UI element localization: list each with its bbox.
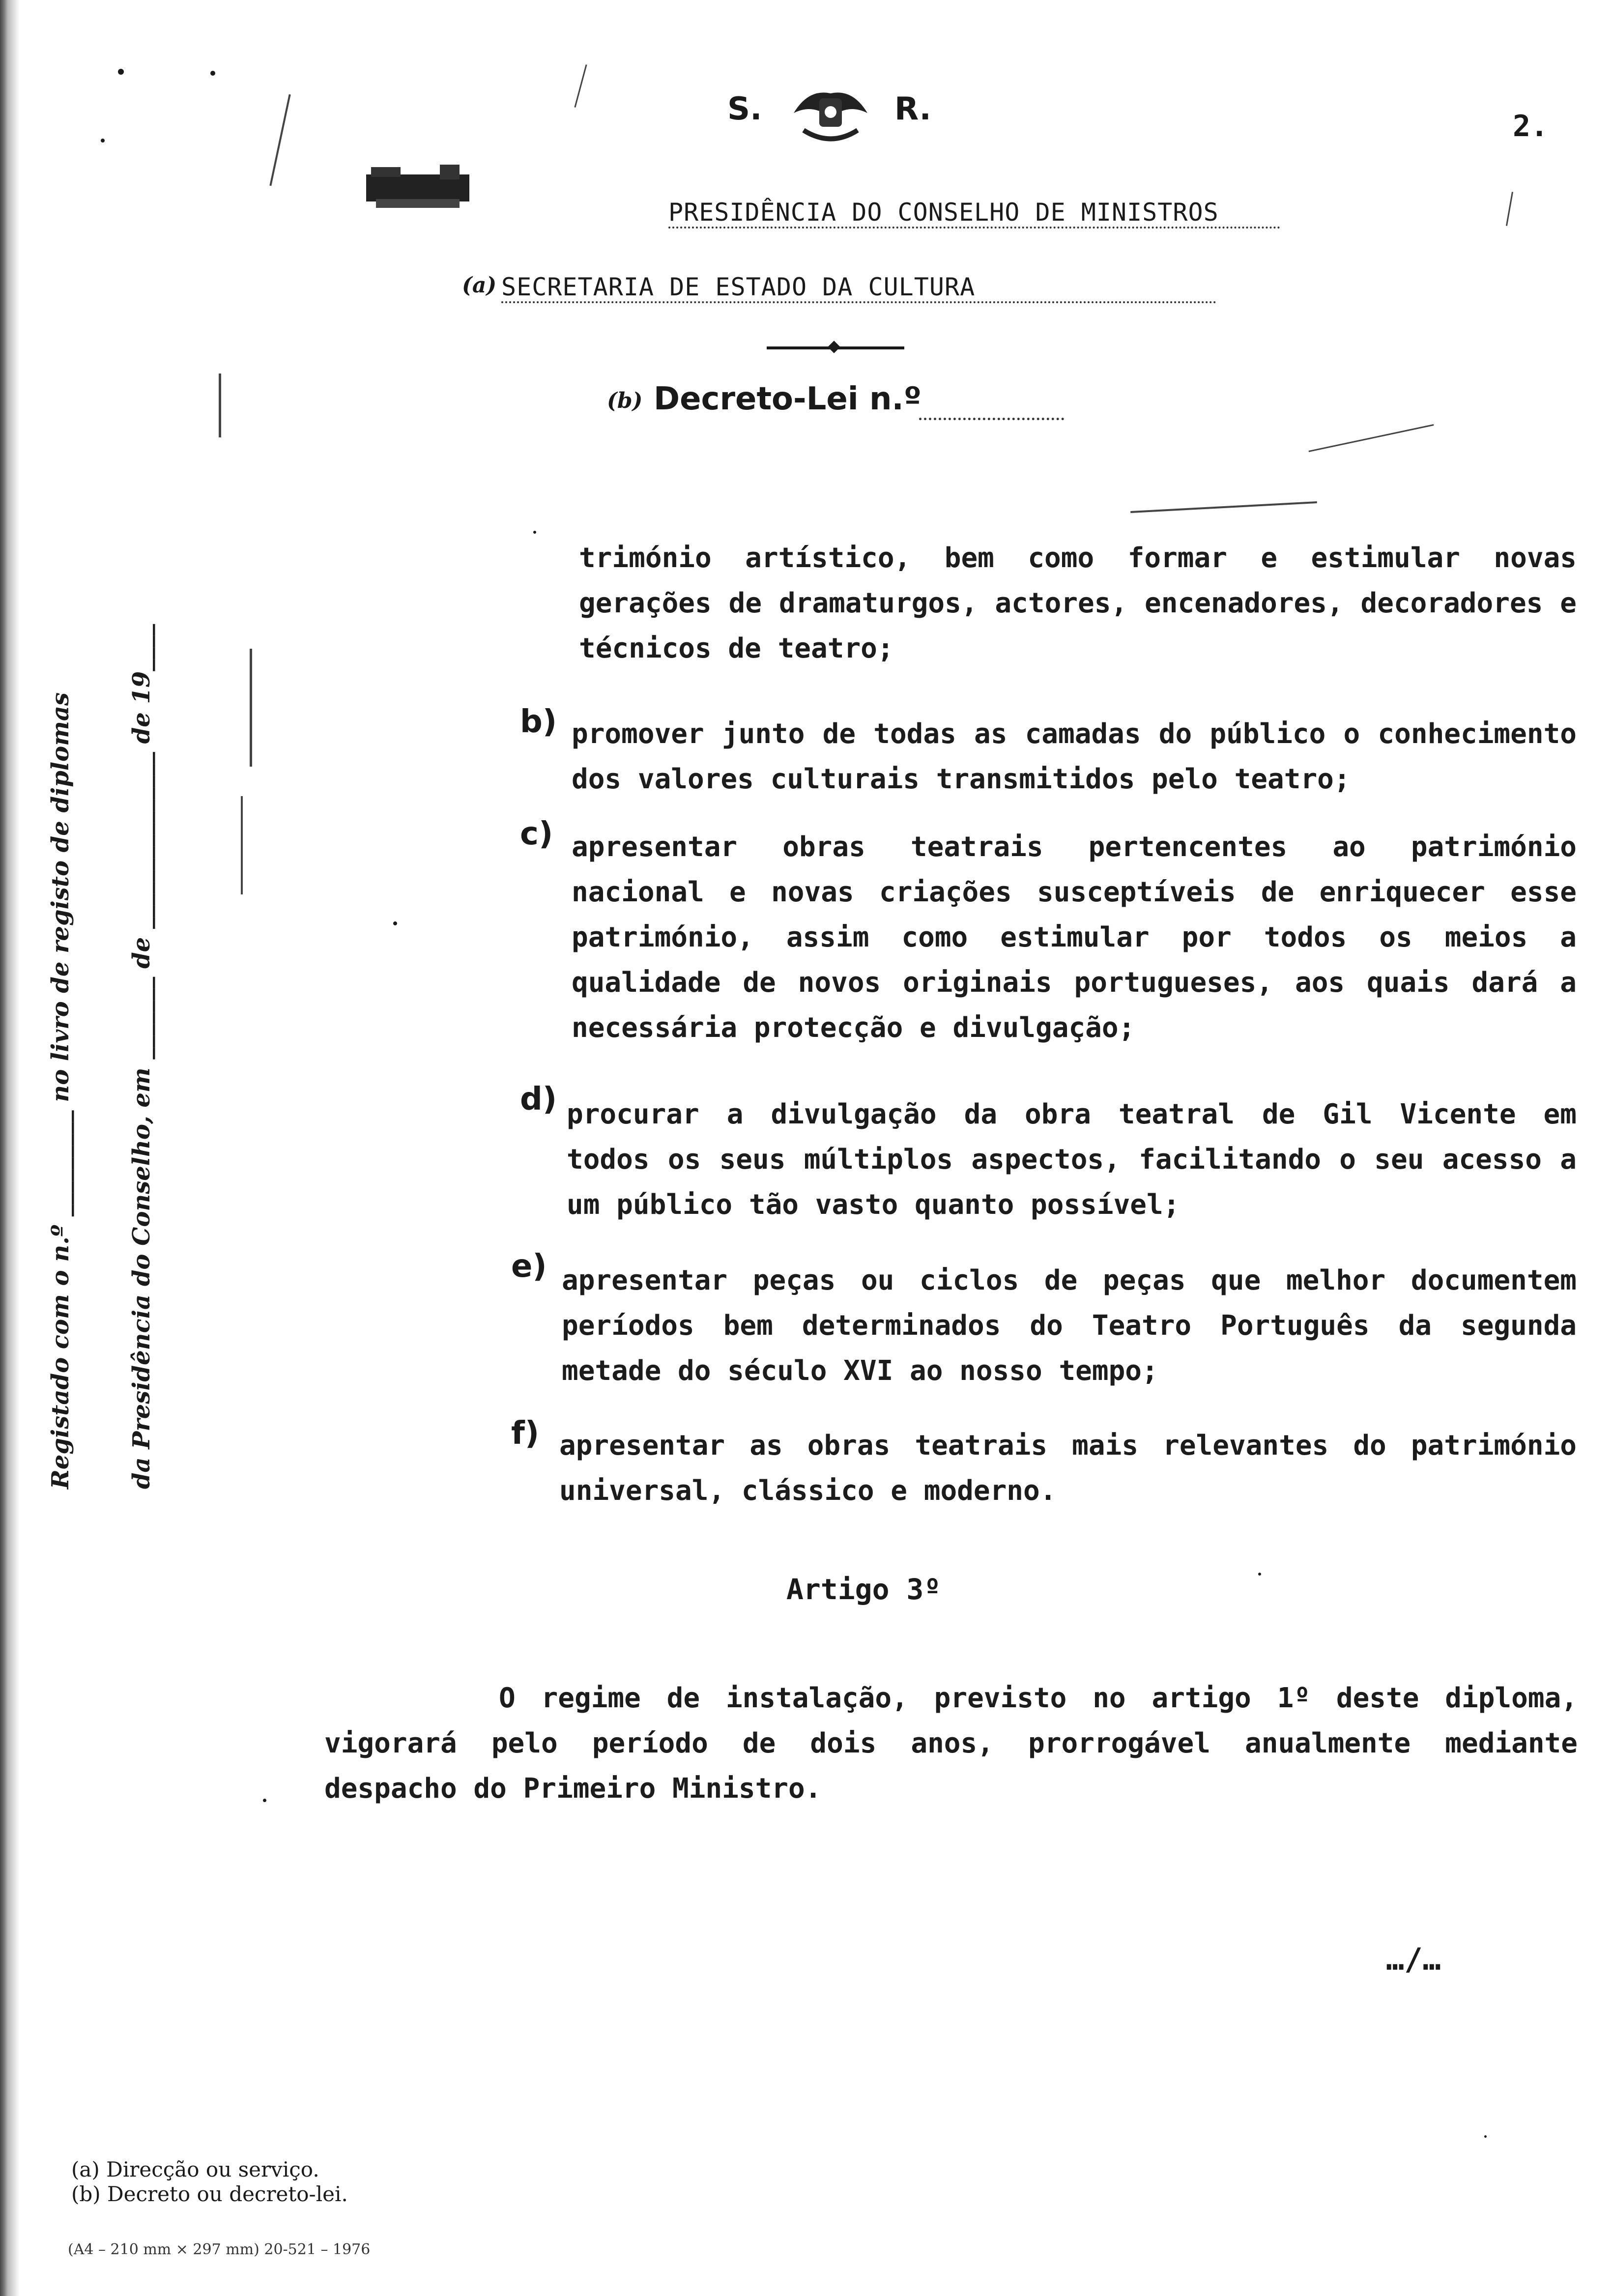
- item-text-d: procurar a divulgação da obra teatral de Gil Vicente em todos os seus múltiplos aspectos, facilitando o seu acesso a um público tão vasto quanto possível;: [567, 1098, 1577, 1221]
- scan-speck: [263, 1799, 266, 1802]
- scan-stroke: [574, 64, 587, 108]
- decreto-label: Decreto-Lei n.º: [654, 381, 921, 417]
- continuation-mark: …/…: [1386, 1941, 1441, 1977]
- footnote-b: (b) Decreto ou decreto-lei.: [71, 2182, 348, 2206]
- scan-speck: [101, 139, 105, 143]
- scan-speck: [118, 69, 124, 75]
- scan-stroke: [241, 796, 243, 894]
- footnote-a: (a) Direcção ou serviço.: [71, 2157, 319, 2181]
- scan-stroke: [1309, 424, 1434, 452]
- register-annotation: [47, 555, 209, 1489]
- scan-speck: [210, 71, 215, 76]
- item-text-e: apresentar peças ou ciclos de peças que melhor documentem períodos bem determinados do Teatro Português da segunda metade do século XVI ao nosso tempo;: [562, 1264, 1577, 1387]
- scan-stroke: [219, 373, 221, 437]
- scan-stroke: [269, 94, 290, 186]
- item-label-e: e): [511, 1248, 547, 1285]
- header-s-letter: S.: [727, 91, 762, 127]
- article-heading: Artigo 3º: [786, 1573, 941, 1606]
- footnotes: [71, 2157, 348, 2207]
- scan-speck: [393, 921, 397, 925]
- item-text-c: apresentar obras teatrais pertencentes ao património nacional e novas criações susceptíveis de enriquecer esse património, assim como estimular por todos os meios a qualidade de novos originais portugueses, aos quais dará a necessária protecção e divulgação;: [572, 831, 1577, 1044]
- scan-speck: [1484, 2135, 1487, 2138]
- struck-ministerio-text: [366, 162, 469, 216]
- article-paragraph: O regime de instalação, previsto no artigo 1º deste diploma, vigorará pelo período de dois anos, prorrogável anualmente mediante despacho do Primeiro Ministro.: [324, 1682, 1578, 1805]
- print-info: (A4 – 210 mm × 297 mm) 20-521 – 1976: [68, 2241, 371, 2258]
- item-label-c: c): [520, 816, 553, 852]
- binder-edge: [0, 0, 20, 2296]
- scan-stroke: [250, 649, 252, 767]
- secretaria-line: SECRETARIA DE ESTADO DA CULTURA: [501, 273, 1216, 303]
- item-label-b: b): [520, 704, 557, 740]
- register-line-2: da Presidência do Conselho, em _______ de _______________ de 19____: [128, 624, 155, 1489]
- footnote-mark-b: (b): [607, 388, 643, 413]
- item-label-d: d): [520, 1081, 557, 1118]
- item-text-f: apresentar as obras teatrais mais relevantes do património universal, clássico e moderno.: [559, 1430, 1577, 1507]
- intro-paragraph: trimónio artístico, bem como formar e estimular novas gerações de dramaturgos, actores, encenadores, decoradores e técnicos de teatro;: [579, 542, 1577, 664]
- item-label-f: f): [511, 1415, 540, 1452]
- header-r-letter: R.: [894, 91, 931, 127]
- scan-stroke: [1506, 192, 1513, 226]
- divider-diamond-icon: [828, 341, 840, 353]
- register-line-1: Registado com o n.º _________ no livro de registo de diplomas: [47, 692, 74, 1489]
- page-number: 2.: [1513, 109, 1549, 144]
- scan-stroke: [1130, 501, 1317, 513]
- coat-of-arms-icon: [789, 84, 872, 147]
- footnote-mark-a: (a): [462, 273, 497, 298]
- scan-speck: [1258, 1573, 1261, 1576]
- item-text-b: promover junto de todas as camadas do público o conhecimento dos valores culturais transmitidos pelo teatro;: [572, 718, 1577, 795]
- ministry-line: PRESIDÊNCIA DO CONSELHO DE MINISTROS: [668, 198, 1280, 229]
- decreto-number-field: [919, 418, 1064, 420]
- scan-speck: [533, 531, 536, 534]
